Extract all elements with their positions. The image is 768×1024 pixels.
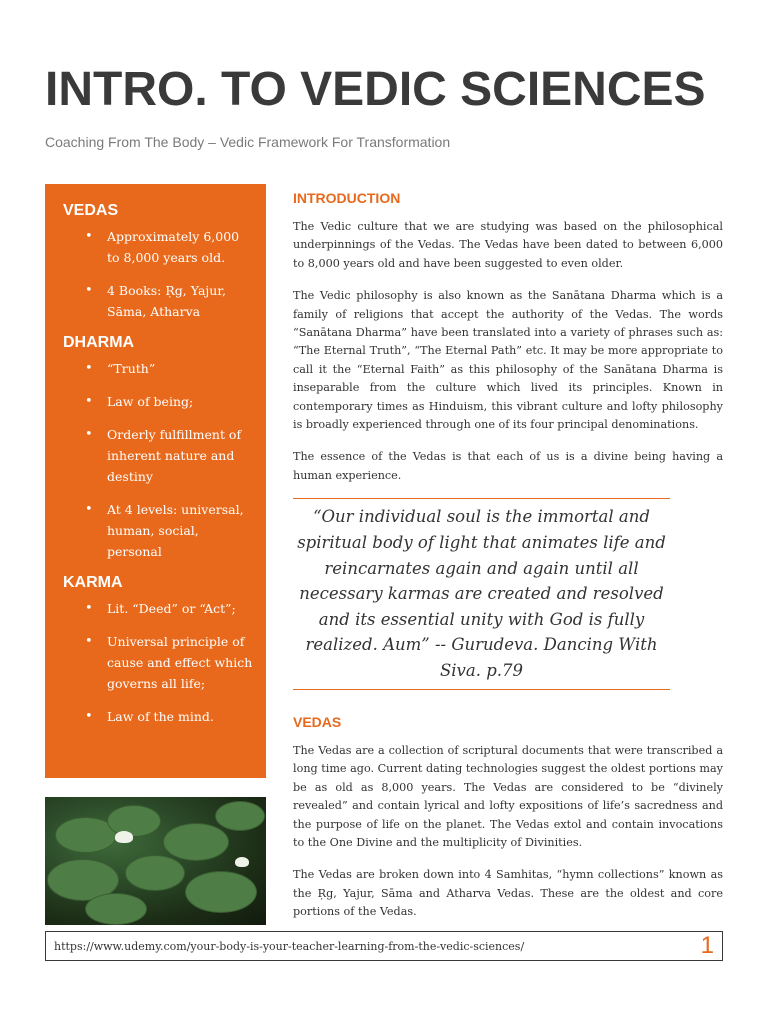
page-title: INTRO. TO VEDIC SCIENCES: [45, 63, 706, 116]
quote-text: “Our individual soul is the immortal and spiritual body of light that animates life and reincarnates again and again until all necessary karmas are created and resolved and its essential unity with God is fully realized. Aum” -- Gurudeva. Dancing With Siva. p.79: [297, 507, 666, 680]
sidebar-item: • “Truth”: [63, 358, 254, 379]
intro-paragraph: The Vedic culture that we are studying was based on the philosophical underpinnings of the Vedas. The Vedas have been dated to between 6,000 to 8,000 years old and have been suggested to even older.: [293, 220, 723, 270]
sidebar-list-karma: [63, 598, 254, 727]
vedas-heading: VEDAS: [293, 714, 342, 730]
sidebar-item: • Orderly fulfillment of inherent nature and destiny: [63, 424, 254, 487]
sidebar-panel: [45, 184, 266, 778]
introduction-section: [293, 190, 723, 499]
pull-quote: [293, 498, 670, 690]
intro-paragraph: The Vedic philosophy is also known as the Sanātana Dharma which is a family of religions that accept the authority of the Vedas. The words “Sanātana Dharma” have been translated into a variety of phrases such as: “The Eternal Truth”, “The Eternal Path” etc. It may be more appropriate to call it the “Eternal Faith” as this philosophy of the Sanātana Dharma is inseparable from the culture which lived its principles. Known in contemporary times as Hinduism, this vibrant culture and lofty philosophy is broadly experienced through one of its four principal denominations.: [293, 289, 723, 432]
sidebar-item: • 4 Books: Ṛg, Yajur, Sāma, Atharva: [63, 280, 254, 322]
footer-url-link[interactable]: https://www.udemy.com/your-body-is-your-teacher-learning-from-the-vedic-sciences/: [54, 939, 525, 953]
lotus-flower: [115, 831, 133, 843]
sidebar-item: • Lit. “Deed” or “Act”;: [63, 598, 254, 619]
page-subtitle: Coaching From The Body – Vedic Framework For Transformation: [45, 134, 451, 150]
sidebar-heading-vedas: VEDAS: [63, 202, 119, 219]
sidebar-heading-karma: KARMA: [63, 574, 123, 591]
sidebar-list-vedas: [63, 226, 254, 322]
sidebar-list-dharma: [63, 358, 254, 562]
lotus-flower: [235, 857, 249, 867]
page-number: 1: [700, 932, 714, 959]
vedas-paragraph: The Vedas are a collection of scriptural documents that were transcribed a long time ago. Current dating technologies suggest the oldest portions may be as old as 8,000 years. The Vedas are considered to be “divinely revealed” and contain lyrical and lofty expositions of life’s sacredness and the purpose of life on the planet. The Vedas extol and contain invocations to the One Divine and the multiplicity of Divinities.: [293, 744, 723, 850]
sidebar-item: • Law of being;: [63, 391, 254, 412]
sidebar-item: • At 4 levels: universal, human, social, personal: [63, 499, 254, 562]
lotus-pond-image: [45, 797, 266, 925]
vedas-section: [293, 714, 723, 936]
page-footer: [45, 931, 723, 961]
introduction-heading: INTRODUCTION: [293, 190, 401, 206]
intro-paragraph: The essence of the Vedas is that each of us is a divine being having a human experience.: [293, 450, 723, 482]
vedas-paragraph: The Vedas are broken down into 4 Samhitas, “hymn collections” known as the Ṛg, Yajur, Sāma and Atharva Vedas. These are the oldest and core portions of the Vedas.: [293, 868, 723, 919]
sidebar-item: • Law of the mind.: [63, 706, 254, 727]
sidebar-item: • Universal principle of cause and effect which governs all life;: [63, 631, 254, 694]
sidebar-heading-dharma: DHARMA: [63, 334, 135, 351]
sidebar-item: • Approximately 6,000 to 8,000 years old.: [63, 226, 254, 268]
